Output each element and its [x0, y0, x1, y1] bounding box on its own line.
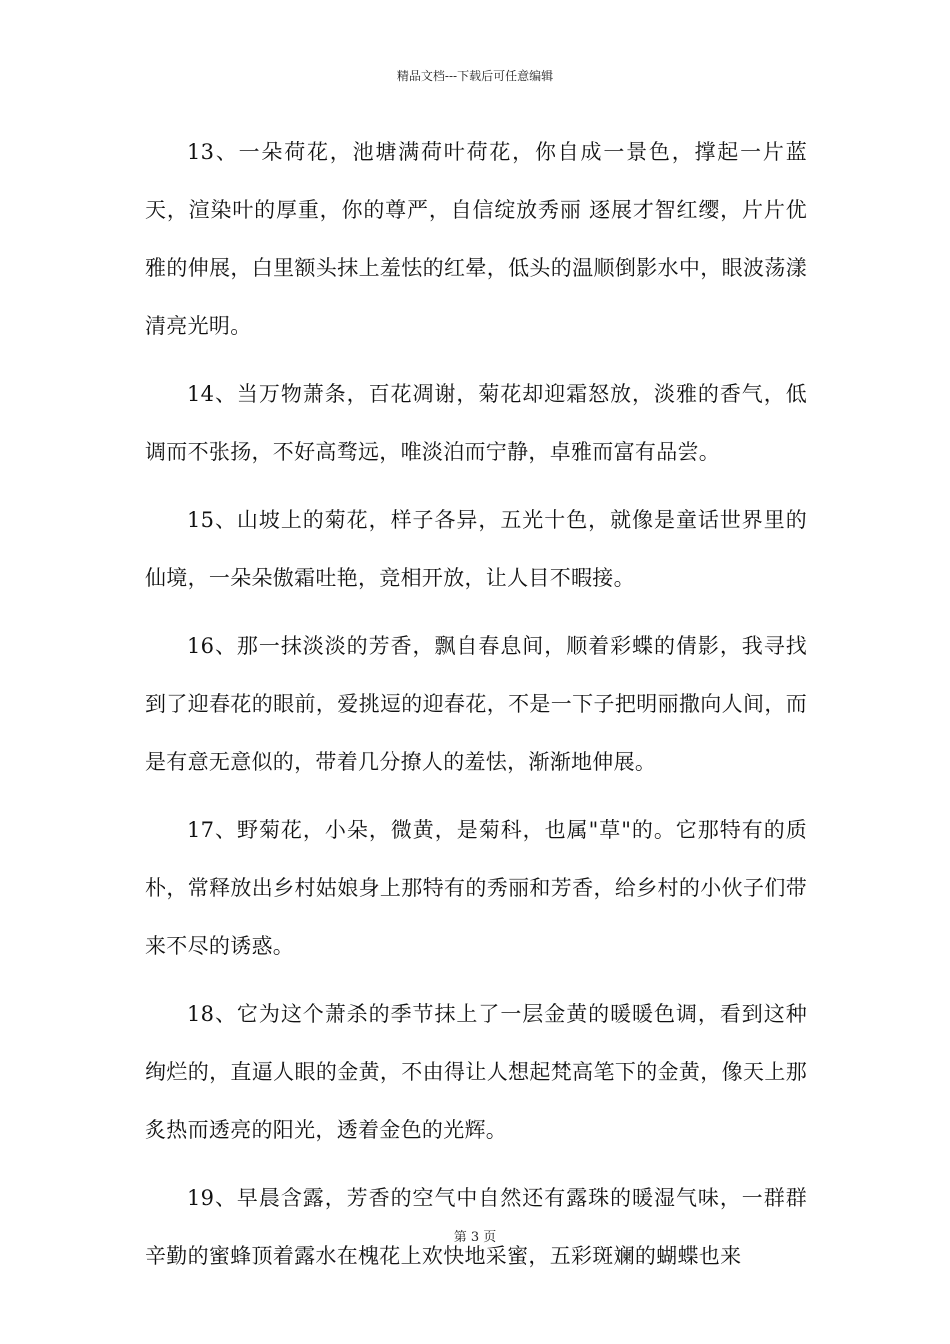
paragraph-18: 18、它为这个萧杀的季节抹上了一层金黄的暖暖色调，看到这种绚烂的，直逼人眼的金黄，不由得让人想起梵高笔下的金黄，像天上那炙热而透亮的阳光，透着金色的光辉。	[145, 1002, 807, 1142]
paragraph-16: 16、那一抹淡淡的芳香，飘自春息间，顺着彩蝶的倩影，我寻找到了迎春花的眼前，爱挑逗的迎春花，不是一下子把明丽撒向人间，而是有意无意似的，带着几分撩人的羞怯，渐渐地伸展。	[145, 634, 807, 774]
paragraph-13: 13、一朵荷花，池塘满荷叶荷花，你自成一景色，撑起一片蓝天，渲染叶的厚重，你的尊严，自信绽放秀丽 逐展才智红缨，片片优雅的伸展，白里额头抹上羞怯的红晕，低头的温顺倒影水中，眼波荡漾清亮光明。	[145, 140, 807, 338]
page-header: 精品文档---下载后可任意编辑	[396, 69, 554, 83]
paragraph-15: 15、山坡上的菊花，样子各异，五光十色，就像是童话世界里的仙境，一朵朵傲霜吐艳，竞相开放，让人目不暇接。	[145, 508, 807, 590]
paragraph-19: 19、早晨含露，芳香的空气中自然还有露珠的暖湿气味，一群群辛勤的蜜蜂顶着露水在槐花上欢快地采蜜，五彩斑斓的蝴蝶也来	[145, 1186, 807, 1268]
paragraph-17: 17、野菊花，小朵，微黄，是菊科，也属"草"的。它那特有的质朴，常释放出乡村姑娘身上那特有的秀丽和芳香，给乡村的小伙子们带来不尽的诱惑。	[145, 818, 807, 958]
paragraph-14: 14、当万物萧条，百花凋谢，菊花却迎霜怒放，淡雅的香气，低调而不张扬，不好高骛远，唯淡泊而宁静，卓雅而富有品尝。	[145, 382, 807, 464]
document-body	[145, 123, 807, 1295]
page-number: 第 3 页	[453, 1230, 497, 1245]
